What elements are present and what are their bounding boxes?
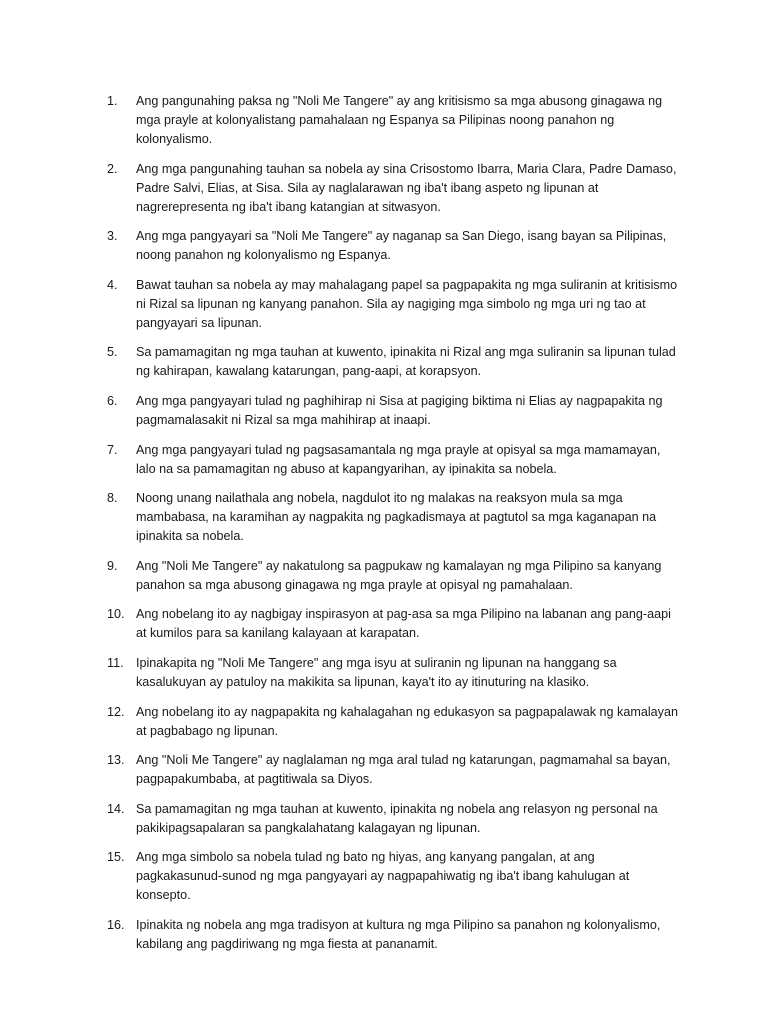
item-text: Sa pamamagitan ng mga tauhan at kuwento, ipinakita ni Rizal ang mga suliranin sa lipunan tulad ng kahirapan, kawalang katarungan, pang-aapi, at korapsyon. — [136, 345, 676, 379]
item-text: Ang mga simbolo sa nobela tulad ng bato ng hiyas, ang kanyang pangalan, at ang pagkakasunud-sunod ng mga pangyayari ay nagpapahiwatig ng iba't ibang kahulugan at konsepto. — [136, 850, 630, 903]
item-number: 2. — [107, 161, 118, 176]
list-item — [107, 160, 679, 217]
item-number: 9. — [107, 558, 118, 573]
item-text: Ang nobelang ito ay nagbigay inspirasyon at pag-asa sa mga Pilipino na labanan ang pang-aapi at kumilos para sa kanilang kalayaan at karapatan. — [136, 607, 671, 641]
list-item — [107, 916, 679, 954]
list-item — [107, 557, 679, 595]
numbered-list — [107, 92, 679, 965]
item-number: 1. — [107, 94, 118, 108]
item-text: Bawat tauhan sa nobela ay may mahalagang papel sa pagpapakita ng mga suliranin at kritisismo ni Rizal sa lipunan ng kanyang panahon. Sila ay nagiging mga simbolo ng mga uri ng tao at pangyayari sa lipunan. — [136, 277, 678, 330]
item-text: Ang "Noli Me Tangere" ay naglalaman ng mga aral tulad ng katarungan, pagmamahal sa bayan, pagpapakumbaba, at pagtitiwala sa Diyos. — [136, 753, 671, 787]
item-text: Noong unang nailathala ang nobela, nagdulot ito ng malakas na reaksyon mula sa mga mambabasa, na karamihan ay nagpakita ng pagkadismaya at pagtutol sa mga kaganapan na ipinakita sa nobela. — [136, 491, 657, 544]
item-number: 13. — [107, 753, 125, 768]
list-item — [107, 92, 679, 149]
item-number: 10. — [107, 607, 125, 622]
item-number: 14. — [107, 801, 125, 816]
list-item — [107, 800, 679, 838]
item-text: Ang nobelang ito ay nagpapakita ng kahalagahan ng edukasyon sa pagpapalawak ng kamalayan at pagbabago ng lipunan. — [136, 704, 678, 738]
list-item — [107, 276, 679, 333]
list-item — [107, 848, 679, 905]
item-number: 3. — [107, 229, 118, 244]
item-number: 11. — [107, 655, 124, 670]
item-text: Ang "Noli Me Tangere" ay nakatulong sa pagpukaw ng kamalayan ng mga Pilipino sa kanyang panahon sa mga abusong ginagawa ng mga prayle at opisyal ng pamahalaan. — [136, 558, 662, 592]
list-item — [107, 654, 679, 692]
list-item — [107, 489, 679, 546]
item-text: Ipinakapita ng "Noli Me Tangere" ang mga isyu at suliranin ng lipunan na hanggang sa kasalukuyan ay patuloy na makikita sa lipunan, kaya't ito ay itinuturing na klasiko. — [136, 655, 617, 689]
item-number: 16. — [107, 917, 125, 932]
item-text: Ang mga pangunahing tauhan sa nobela ay sina Crisostomo Ibarra, Maria Clara, Padre Damaso, Padre Salvi, Elias, at Sisa. Sila ay naglalarawan ng iba't ibang aspeto ng lipunan at nagrerepresenta ng iba't ibang katangian at sitwasyon. — [136, 161, 677, 214]
list-item — [107, 441, 679, 479]
list-item — [107, 227, 679, 265]
item-text: Sa pamamagitan ng mga tauhan at kuwento, ipinakita ng nobela ang relasyon ng personal na pakikipagsapalaran sa pangkalahatang kalagayan ng lipunan. — [136, 801, 658, 835]
item-text: Ang pangunahing paksa ng "Noli Me Tangere" ay ang kritisismo sa mga abusong ginagawa ng mga prayle at kolonyalistang pamahalaan ng Espanya sa Pilipinas noong panahon ng kolonyalismo. — [136, 94, 663, 146]
item-number: 7. — [107, 442, 118, 457]
item-number: 8. — [107, 491, 118, 506]
list-item — [107, 751, 679, 789]
item-text: Ang mga pangyayari sa "Noli Me Tangere" ay naganap sa San Diego, isang bayan sa Pilipinas, noong panahon ng kolonyalismo ng Espanya. — [136, 229, 667, 263]
item-number: 6. — [107, 393, 118, 408]
item-number: 12. — [107, 704, 125, 719]
item-number: 4. — [107, 277, 118, 292]
item-text: Ipinakita ng nobela ang mga tradisyon at kultura ng mga Pilipino sa panahon ng kolonyalismo, kabilang ang pagdiriwang ng mga fiesta at pananamit. — [136, 917, 661, 951]
list-item — [107, 605, 679, 643]
item-number: 5. — [107, 345, 118, 360]
list-item — [107, 703, 679, 741]
list-item — [107, 392, 679, 430]
list-item — [107, 343, 679, 381]
item-text: Ang mga pangyayari tulad ng paghihirap ni Sisa at pagiging biktima ni Elias ay nagpapakita ng pagmamalasakit ni Rizal sa mga mahihirap at inaapi. — [136, 393, 663, 427]
item-number: 15. — [107, 850, 125, 865]
item-text: Ang mga pangyayari tulad ng pagsasamantala ng mga prayle at opisyal sa mga mamamayan, lalo na sa pamamagitan ng abuso at kapangyarihan, ay ipinakita sa nobela. — [136, 442, 661, 476]
